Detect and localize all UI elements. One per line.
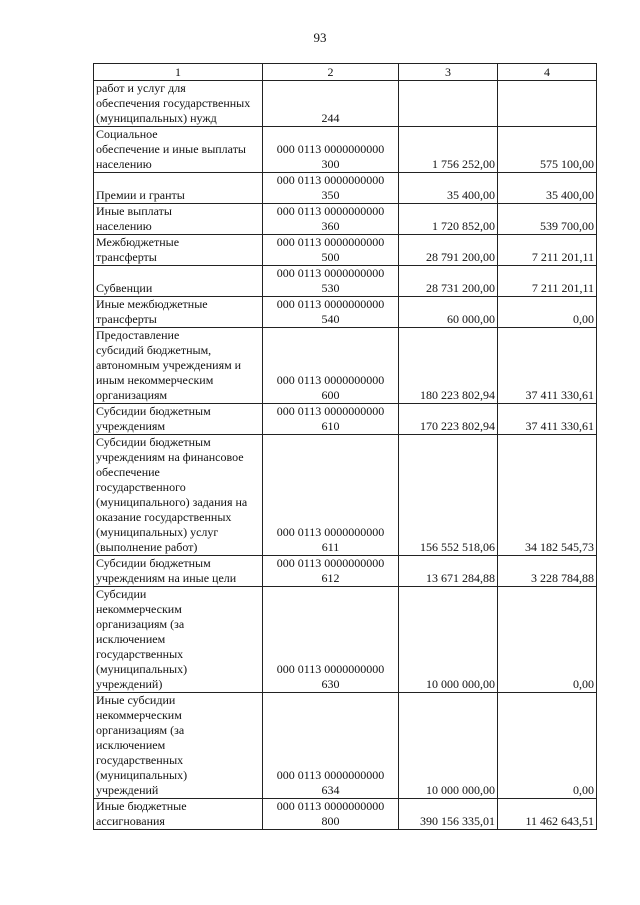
row-code-cell: 000 0113 0000000000 600 bbox=[263, 328, 399, 404]
row-code-cell: 000 0113 0000000000 500 bbox=[263, 235, 399, 266]
row-name-cell bbox=[94, 799, 263, 830]
row-code-cell: 000 0113 0000000000 634 bbox=[263, 693, 399, 799]
row-value-col4: 575 100,00 bbox=[498, 127, 597, 173]
row-name-cell bbox=[94, 173, 263, 204]
table-row bbox=[94, 556, 597, 587]
table-row bbox=[94, 435, 597, 556]
row-code-cell: 000 0113 0000000000 300 bbox=[263, 127, 399, 173]
row-value-col4: 7 211 201,11 bbox=[498, 235, 597, 266]
row-value-col3: 13 671 284,88 bbox=[399, 556, 498, 587]
row-code-cell: 000 0113 0000000000 360 bbox=[263, 204, 399, 235]
row-name-cell bbox=[94, 556, 263, 587]
row-name-text: Премии и гранты bbox=[96, 188, 185, 202]
row-code-cell: 000 0113 0000000000 350 bbox=[263, 173, 399, 204]
row-value-col3: 390 156 335,01 bbox=[399, 799, 498, 830]
page-number: 93 bbox=[313, 30, 327, 45]
table-row bbox=[94, 173, 597, 204]
table-row bbox=[94, 587, 597, 693]
row-name-text: Социальное обеспечение и иные выплаты населению bbox=[96, 127, 246, 171]
row-value-col4: 35 400,00 bbox=[498, 173, 597, 204]
table-row bbox=[94, 235, 597, 266]
column-header: 3 bbox=[399, 64, 498, 81]
row-code-cell: 000 0113 0000000000 530 bbox=[263, 266, 399, 297]
row-name-cell bbox=[94, 435, 263, 556]
row-code-cell: 000 0113 0000000000 540 bbox=[263, 297, 399, 328]
budget-table bbox=[93, 63, 597, 830]
table-row bbox=[94, 266, 597, 297]
row-name-cell bbox=[94, 297, 263, 328]
row-code-cell: 000 0113 0000000000 800 bbox=[263, 799, 399, 830]
row-name-text: работ и услуг для обеспечения государственных (муниципальных) нужд bbox=[96, 81, 251, 125]
column-header: 2 bbox=[263, 64, 399, 81]
row-code-cell: 244 bbox=[263, 81, 399, 127]
row-value-col4: 37 411 330,61 bbox=[498, 328, 597, 404]
table-row bbox=[94, 204, 597, 235]
row-name-text: Субвенции bbox=[96, 281, 153, 295]
table-row bbox=[94, 799, 597, 830]
row-name-text: Субсидии бюджетным учреждениям bbox=[96, 404, 211, 433]
row-value-col3: 180 223 802,94 bbox=[399, 328, 498, 404]
row-value-col3: 10 000 000,00 bbox=[399, 587, 498, 693]
row-name-text: Межбюджетные трансферты bbox=[96, 235, 180, 264]
table-row bbox=[94, 328, 597, 404]
row-name-text: Субсидии некоммерческим организациям (за исключением государственных (муниципальных) учреждений) bbox=[96, 587, 188, 691]
row-name-text: Субсидии бюджетным учреждениям на финансовое обеспечение государственного (муниципального) задания на оказание государственных (муниципальных) услуг (выполнение работ) bbox=[96, 435, 248, 554]
header-row bbox=[94, 64, 597, 81]
table-row bbox=[94, 127, 597, 173]
row-name-cell bbox=[94, 693, 263, 799]
table-row bbox=[94, 404, 597, 435]
row-value-col3: 60 000,00 bbox=[399, 297, 498, 328]
row-name-cell bbox=[94, 235, 263, 266]
row-name-cell bbox=[94, 204, 263, 235]
row-name-cell bbox=[94, 266, 263, 297]
row-name-cell bbox=[94, 127, 263, 173]
row-value-col4: 7 211 201,11 bbox=[498, 266, 597, 297]
row-name-text: Иные межбюджетные трансферты bbox=[96, 297, 208, 326]
row-value-col3: 170 223 802,94 bbox=[399, 404, 498, 435]
row-value-col4: 0,00 bbox=[498, 587, 597, 693]
row-value-col4: 11 462 643,51 bbox=[498, 799, 597, 830]
row-code-cell: 000 0113 0000000000 611 bbox=[263, 435, 399, 556]
row-name-text: Субсидии бюджетным учреждениям на иные цели bbox=[96, 556, 237, 585]
row-value-col3: 156 552 518,06 bbox=[399, 435, 498, 556]
row-value-col4: 539 700,00 bbox=[498, 204, 597, 235]
row-name-text: Предоставление субсидий бюджетным, автономным учреждениям и иным некоммерческим организациям bbox=[96, 328, 242, 402]
row-name-text: Иные субсидии некоммерческим организациям (за исключением государственных (муниципальных) учреждений bbox=[96, 693, 188, 797]
table-row bbox=[94, 693, 597, 799]
row-code-cell: 000 0113 0000000000 612 bbox=[263, 556, 399, 587]
table-row bbox=[94, 297, 597, 328]
row-value-col3: 28 731 200,00 bbox=[399, 266, 498, 297]
row-value-col4: 0,00 bbox=[498, 693, 597, 799]
row-name-text: Иные бюджетные ассигнования bbox=[96, 799, 187, 828]
row-name-cell bbox=[94, 81, 263, 127]
row-value-col3 bbox=[399, 81, 498, 127]
row-value-col3: 1 756 252,00 bbox=[399, 127, 498, 173]
row-value-col3: 35 400,00 bbox=[399, 173, 498, 204]
row-name-cell bbox=[94, 328, 263, 404]
row-name-text: Иные выплаты населению bbox=[96, 204, 172, 233]
row-value-col3: 1 720 852,00 bbox=[399, 204, 498, 235]
column-header: 1 bbox=[94, 64, 263, 81]
row-name-cell bbox=[94, 404, 263, 435]
row-value-col4: 0,00 bbox=[498, 297, 597, 328]
row-value-col3: 28 791 200,00 bbox=[399, 235, 498, 266]
row-value-col3: 10 000 000,00 bbox=[399, 693, 498, 799]
row-value-col4 bbox=[498, 81, 597, 127]
table-row bbox=[94, 81, 597, 127]
row-name-cell bbox=[94, 587, 263, 693]
column-header: 4 bbox=[498, 64, 597, 81]
row-value-col4: 34 182 545,73 bbox=[498, 435, 597, 556]
row-code-cell: 000 0113 0000000000 630 bbox=[263, 587, 399, 693]
row-value-col4: 37 411 330,61 bbox=[498, 404, 597, 435]
row-value-col4: 3 228 784,88 bbox=[498, 556, 597, 587]
row-code-cell: 000 0113 0000000000 610 bbox=[263, 404, 399, 435]
